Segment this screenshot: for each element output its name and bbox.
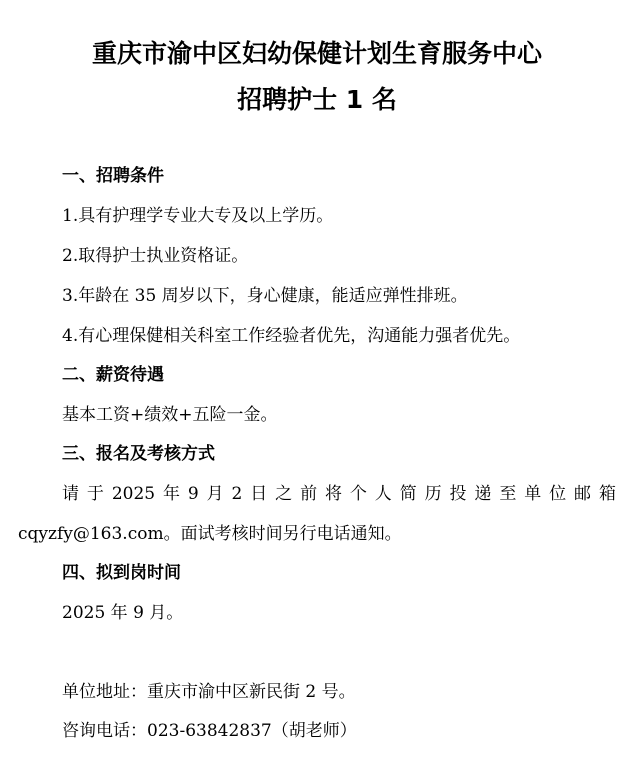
application-text-line2: cqyzfy@163.com。面试考核时间另行电话通知。 (18, 524, 402, 544)
justified-word: 年 (162, 484, 180, 504)
justified-word: 人 (374, 484, 392, 504)
document-subtitle: 招聘护士 1 名 (237, 85, 397, 114)
salary-text: 基本工资+绩效+五险一金。 (62, 405, 278, 425)
justified-word: 之 (275, 484, 293, 504)
justified-word: 邮 (574, 484, 592, 504)
requirement-item: 3.年龄在 35 周岁以下，身心健康，能适应弹性排班。 (62, 286, 468, 306)
section-heading-application: 三、报名及考核方式 (62, 444, 215, 464)
start-date-text: 2025 年 9 月。 (62, 603, 184, 623)
justified-word: 将 (324, 484, 342, 504)
justified-word: 位 (549, 484, 567, 504)
justified-word: 简 (399, 484, 417, 504)
justified-word: 月 (206, 484, 224, 504)
justified-word: 个 (349, 484, 367, 504)
requirement-item: 4.有心理保健相关科室工作经验者优先，沟通能力强者优先。 (62, 326, 521, 346)
section-heading-salary: 二、薪资待遇 (62, 365, 164, 385)
contact-phone: 咨询电话：023-63842837（胡老师） (62, 721, 357, 741)
document-title: 重庆市渝中区妇幼保健计划生育服务中心 (91, 39, 542, 68)
justified-word: 箱 (598, 484, 616, 504)
justified-word: 2 (231, 484, 243, 504)
justified-word: 请 (62, 484, 79, 504)
section-heading-start-date: 四、拟到岗时间 (62, 563, 181, 583)
justified-word: 至 (499, 484, 517, 504)
justified-word: 于 (86, 484, 104, 504)
requirement-item: 1.具有护理学专业大专及以上学历。 (62, 206, 334, 226)
application-text-line1 (62, 483, 616, 505)
justified-word: 日 (250, 484, 268, 504)
justified-word: 投 (449, 484, 467, 504)
justified-word: 历 (424, 484, 442, 504)
justified-word: 2025 (111, 484, 156, 504)
justified-word: 单 (524, 484, 542, 504)
justified-word: 前 (300, 484, 318, 504)
justified-word: 递 (474, 484, 492, 504)
section-heading-requirements: 一、招聘条件 (62, 166, 164, 186)
requirement-item: 2.取得护士执业资格证。 (62, 246, 249, 266)
justified-word: 9 (187, 484, 199, 504)
unit-address: 单位地址：重庆市渝中区新民街 2 号。 (62, 682, 356, 702)
